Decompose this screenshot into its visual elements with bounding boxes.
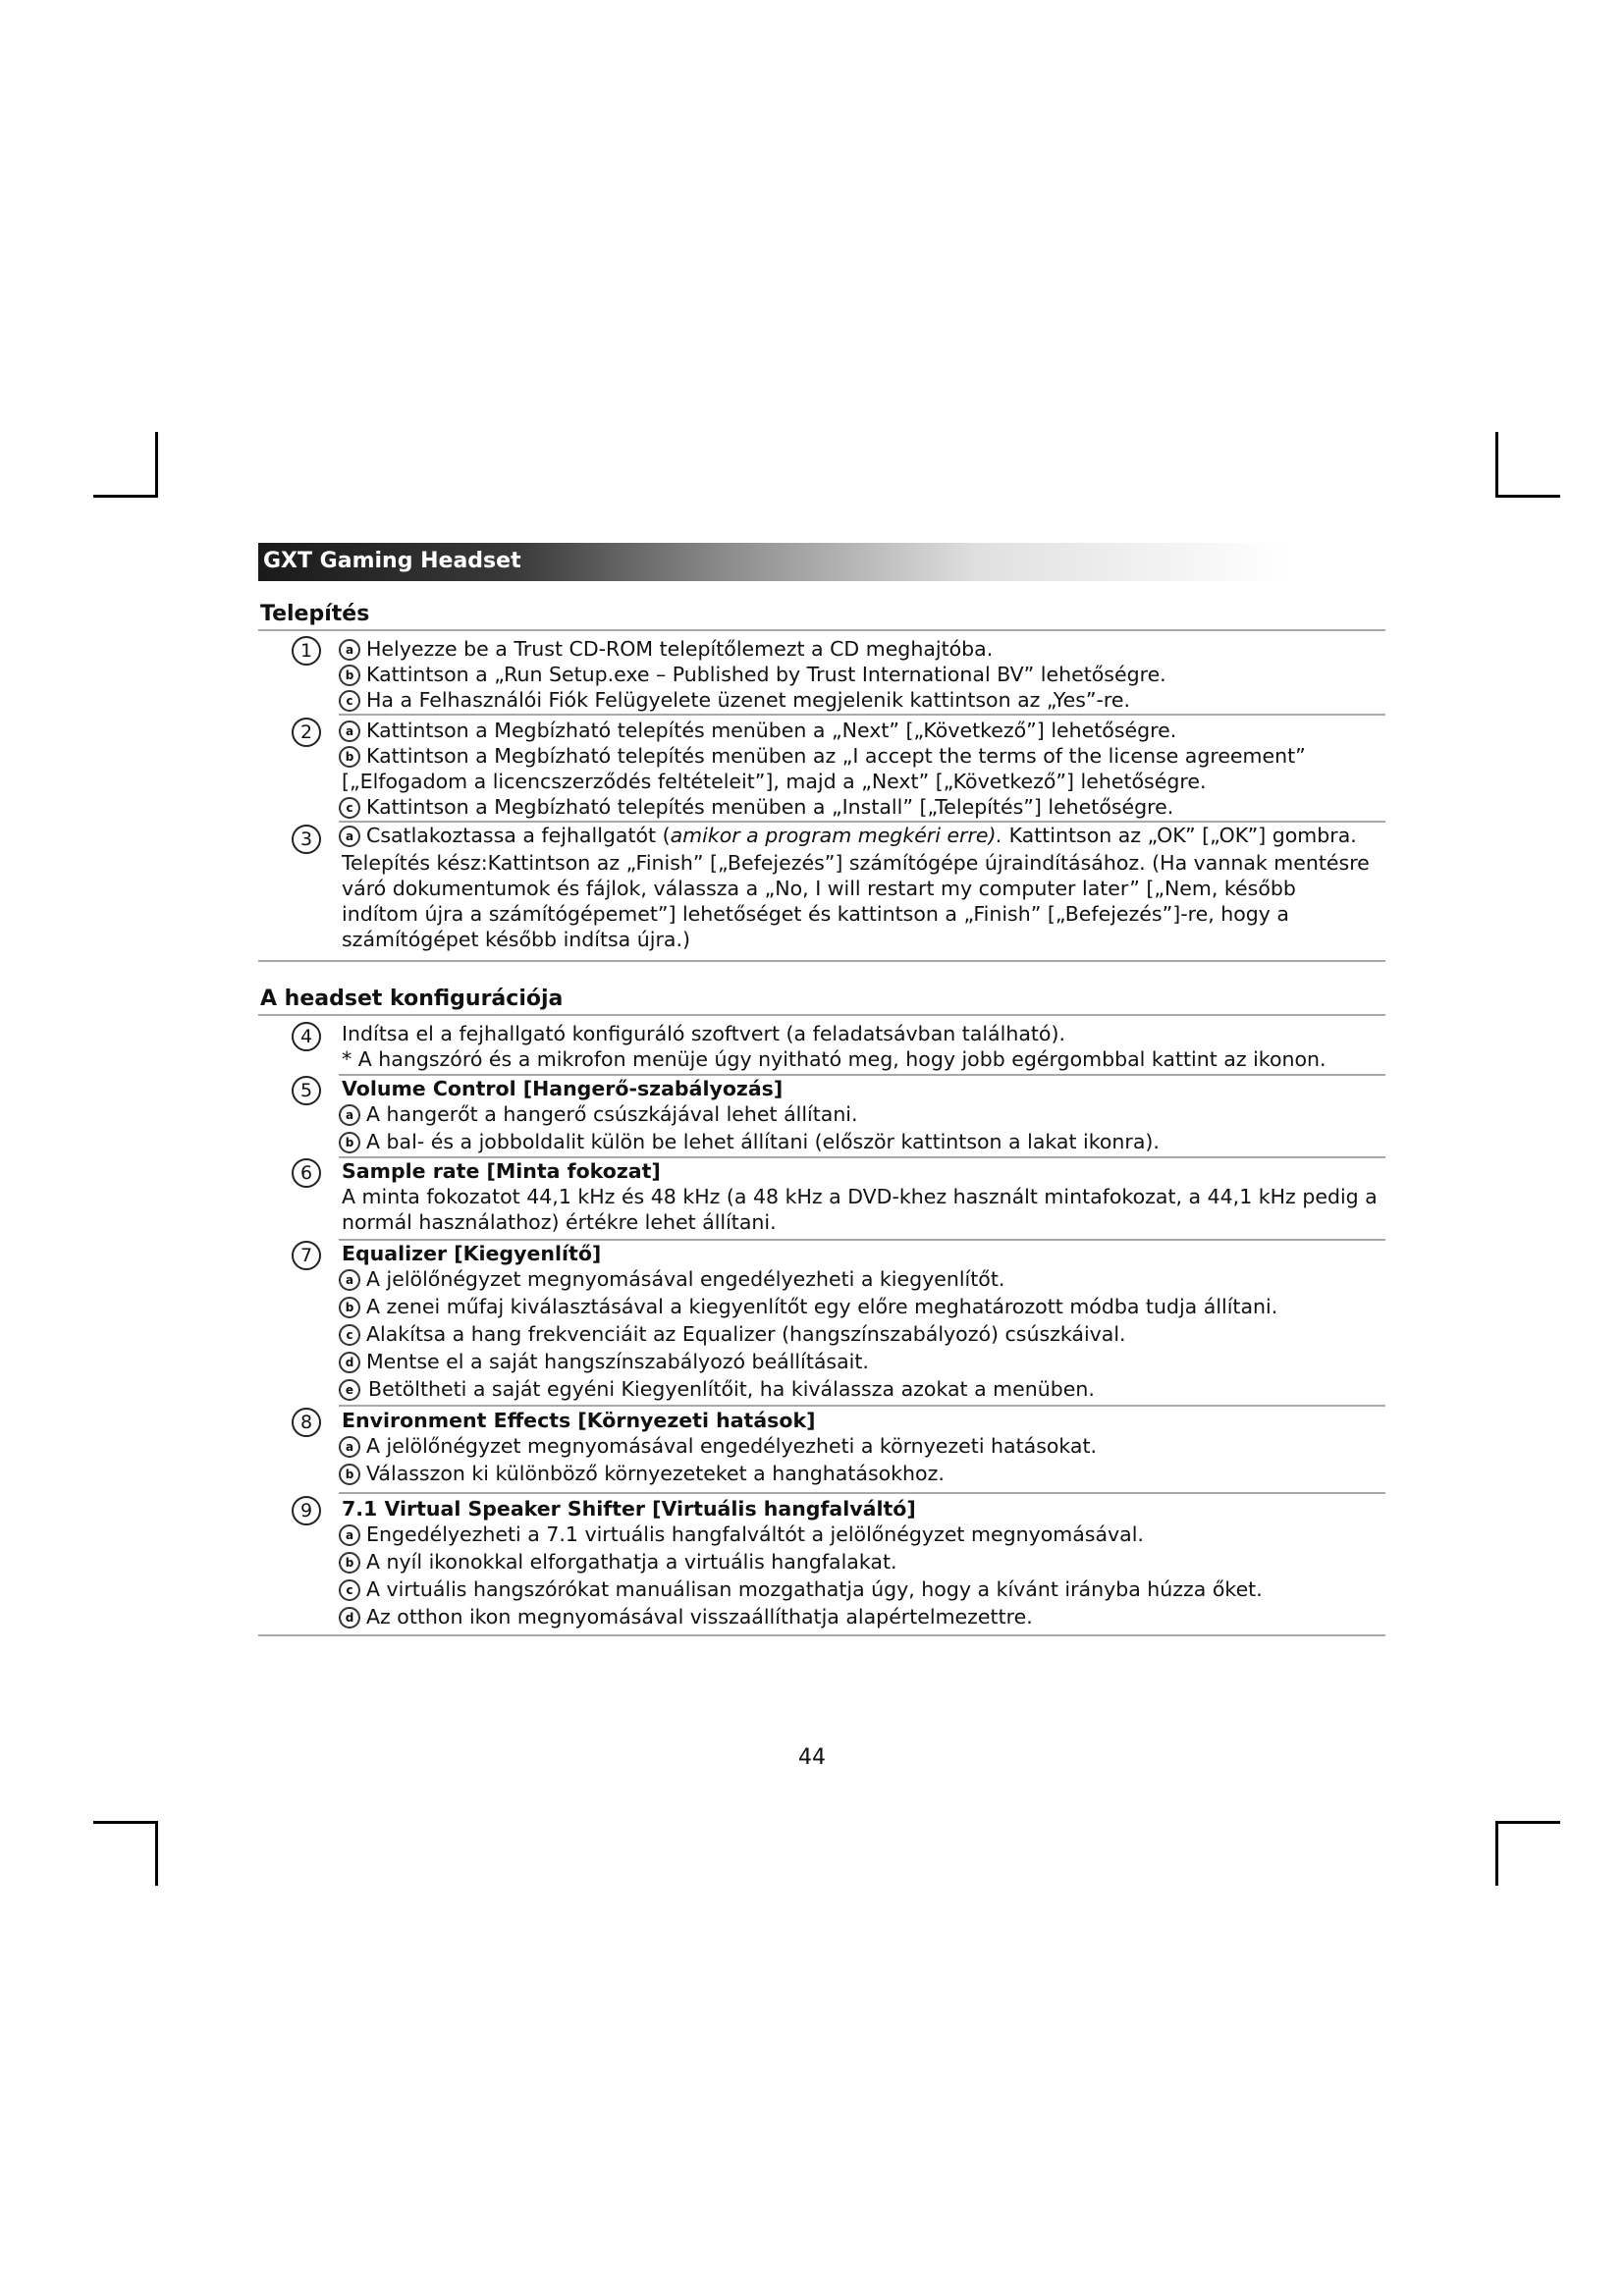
step-number-5: 5 xyxy=(292,1076,321,1105)
crop-mark-top-right-h xyxy=(1495,495,1560,498)
section-title-config: A headset konfigurációja xyxy=(260,987,564,1011)
sub-icon-a: a xyxy=(339,721,360,742)
step-3-text-line-3: indítom újra a számítógépemet”] lehetőséget és kattintson a „Finish” [„Befejezés”]-re, hogy a xyxy=(342,902,1289,926)
step-3a-text xyxy=(366,823,1357,848)
crop-mark-top-left-v xyxy=(155,432,158,498)
step-8-title: Environment Effects [Környezeti hatások] xyxy=(342,1409,816,1432)
step-2b-text-line-1: Kattintson a Megbízható telepítés menüben az „I accept the terms of the license agreement” xyxy=(366,744,1306,768)
step-3a-text-start: Csatlakoztassa a fejhallgatót ( xyxy=(366,824,671,847)
crop-mark-bottom-right-v xyxy=(1495,1821,1498,1886)
step-2c-text: Kattintson a Megbízható telepítés menüben a „Install” [„Telepítés”] lehetőségre. xyxy=(366,795,1174,819)
step-9-title: 7.1 Virtual Speaker Shifter [Virtuális hangfalváltó] xyxy=(342,1497,916,1521)
section-title-install: Telepítés xyxy=(260,602,370,626)
step-5b-text: A bal- és a jobboldalit külön be lehet állítani (először kattintson a lakat ikonra). xyxy=(366,1130,1160,1153)
step-4-text-line-1: Indítsa el a fejhallgató konfiguráló szoftvert (a feladatsávban található). xyxy=(342,1022,1065,1045)
step-number-4: 4 xyxy=(292,1022,321,1051)
step-rule-7 xyxy=(339,1405,1385,1407)
sub-icon-e: e xyxy=(339,1379,360,1401)
sub-icon-b: b xyxy=(339,665,360,686)
step-number-8: 8 xyxy=(292,1408,321,1437)
sub-icon-c: c xyxy=(339,797,360,819)
step-rule-8 xyxy=(339,1492,1385,1494)
step-5-title: Volume Control [Hangerő-szabályozás] xyxy=(342,1077,784,1100)
step-number-3: 3 xyxy=(292,825,321,854)
step-number-6: 6 xyxy=(292,1158,321,1188)
step-number-9: 9 xyxy=(292,1496,321,1525)
step-3a-text-italic: amikor a program megkéri erre). xyxy=(670,824,1003,847)
step-1a-text: Helyezze be a Trust CD-ROM telepítőlemezt a CD meghajtóba. xyxy=(366,637,994,661)
step-7d-text: Mentse el a saját hangszínszabályozó beállításait. xyxy=(366,1350,869,1373)
sub-icon-a: a xyxy=(339,1269,360,1291)
sub-icon-a: a xyxy=(339,826,360,847)
step-number-1: 1 xyxy=(292,636,321,666)
section-rule-config-end xyxy=(258,1634,1385,1636)
sub-icon-b: b xyxy=(339,1464,360,1485)
step-9d-text: Az otthon ikon megnyomásával visszaállíthatja alapértelmezettre. xyxy=(366,1605,1033,1629)
sub-icon-a: a xyxy=(339,1436,360,1458)
section-rule-install xyxy=(258,629,1385,631)
step-3-text-line-2: váró dokumentumok és fájlok, válassza a „No, I will restart my computer later” [„Nem, később xyxy=(342,877,1296,900)
step-7c-text: Alakítsa a hang frekvenciáit az Equalizer (hangszínszabályozó) csúszkáival. xyxy=(366,1322,1126,1346)
sub-icon-d: d xyxy=(339,1607,360,1629)
step-9c-text: A virtuális hangszórókat manuálisan mozgathatja úgy, hogy a kívánt irányba húzza őket. xyxy=(366,1577,1263,1601)
sub-icon-a: a xyxy=(339,639,360,661)
step-rule-1 xyxy=(339,714,1385,716)
step-4-text-line-2: * A hangszóró és a mikrofon menüje úgy nyitható meg, hogy jobb egérgombbal kattint az ikonon. xyxy=(342,1047,1326,1071)
sub-icon-a: a xyxy=(339,1104,360,1126)
crop-mark-top-left-h xyxy=(93,495,158,498)
header-title: GXT Gaming Headset xyxy=(263,549,521,573)
crop-mark-bottom-left-v xyxy=(155,1821,158,1886)
step-8b-text: Válasszon ki különböző környezeteket a hanghatásokhoz. xyxy=(366,1462,945,1485)
crop-mark-top-right-v xyxy=(1495,432,1498,498)
step-6-title: Sample rate [Minta fokozat] xyxy=(342,1159,661,1183)
section-rule-install-end xyxy=(258,960,1385,962)
step-1c-text: Ha a Felhasználói Fiók Felügyelete üzenet megjelenik kattintson az „Yes”-re. xyxy=(366,688,1131,712)
step-number-2: 2 xyxy=(292,718,321,747)
step-6-text-line-1: A minta fokozatot 44,1 kHz és 48 kHz (a 48 kHz a DVD-khez használt mintafokozat, a 44,1 kHz pedig a xyxy=(342,1185,1378,1208)
step-7-title: Equalizer [Kiegyenlítő] xyxy=(342,1242,602,1265)
step-9a-text: Engedélyezheti a 7.1 virtuális hangfalváltót a jelölőnégyzet megnyomásával. xyxy=(366,1522,1144,1546)
step-5a-text: A hangerőt a hangerő csúszkájával lehet állítani. xyxy=(366,1102,858,1126)
step-7a-text: A jelölőnégyzet megnyomásával engedélyezheti a kiegyenlítőt. xyxy=(366,1267,1005,1291)
step-6-text-line-2: normál használathoz) értékre lehet állítani. xyxy=(342,1210,777,1234)
step-8a-text: A jelölőnégyzet megnyomásával engedélyezheti a környezeti hatásokat. xyxy=(366,1434,1098,1458)
crop-mark-bottom-left-h xyxy=(93,1821,158,1824)
sub-icon-b: b xyxy=(339,746,360,768)
sub-icon-b: b xyxy=(339,1297,360,1318)
step-7b-text: A zenei műfaj kiválasztásával a kiegyenlítőt egy előre meghatározott módba tudja állítani. xyxy=(366,1295,1278,1318)
step-3a-text-end: Kattintson az „OK” [„OK”] gombra. xyxy=(1002,824,1357,847)
sub-icon-d: d xyxy=(339,1352,360,1373)
step-2b-text-line-2: [„Elfogadom a licencszerződés feltételeit”], majd a „Next” [„Következő”] lehetőségre. xyxy=(342,770,1207,793)
sub-icon-c: c xyxy=(339,1324,360,1346)
crop-mark-bottom-right-h xyxy=(1495,1821,1560,1824)
step-1b-text: Kattintson a „Run Setup.exe – Published by Trust International BV” lehetőségre. xyxy=(366,663,1166,686)
sub-icon-b: b xyxy=(339,1552,360,1574)
step-number-7: 7 xyxy=(292,1241,321,1270)
sub-icon-b: b xyxy=(339,1132,360,1153)
section-rule-config xyxy=(258,1014,1385,1016)
step-9b-text: A nyíl ikonokkal elforgathatja a virtuális hangfalakat. xyxy=(366,1550,897,1574)
sub-icon-c: c xyxy=(339,1579,360,1601)
step-3-text-line-4: számítógépet később indítsa újra.) xyxy=(342,928,690,951)
step-7e-text: Betöltheti a saját egyéni Kiegyenlítőit, ha kiválassza azokat a menüben. xyxy=(368,1377,1095,1401)
step-2a-text: Kattintson a Megbízható telepítés menüben a „Next” [„Következő”] lehetőségre. xyxy=(366,719,1177,742)
step-3-text-line-1: Telepítés kész:Kattintson az „Finish” [„Befejezés”] számítógépe újraindításához. (Ha vannak mentésre xyxy=(342,851,1370,875)
sub-icon-c: c xyxy=(339,690,360,712)
page-number: 44 xyxy=(798,1745,826,1770)
sub-icon-a: a xyxy=(339,1524,360,1546)
